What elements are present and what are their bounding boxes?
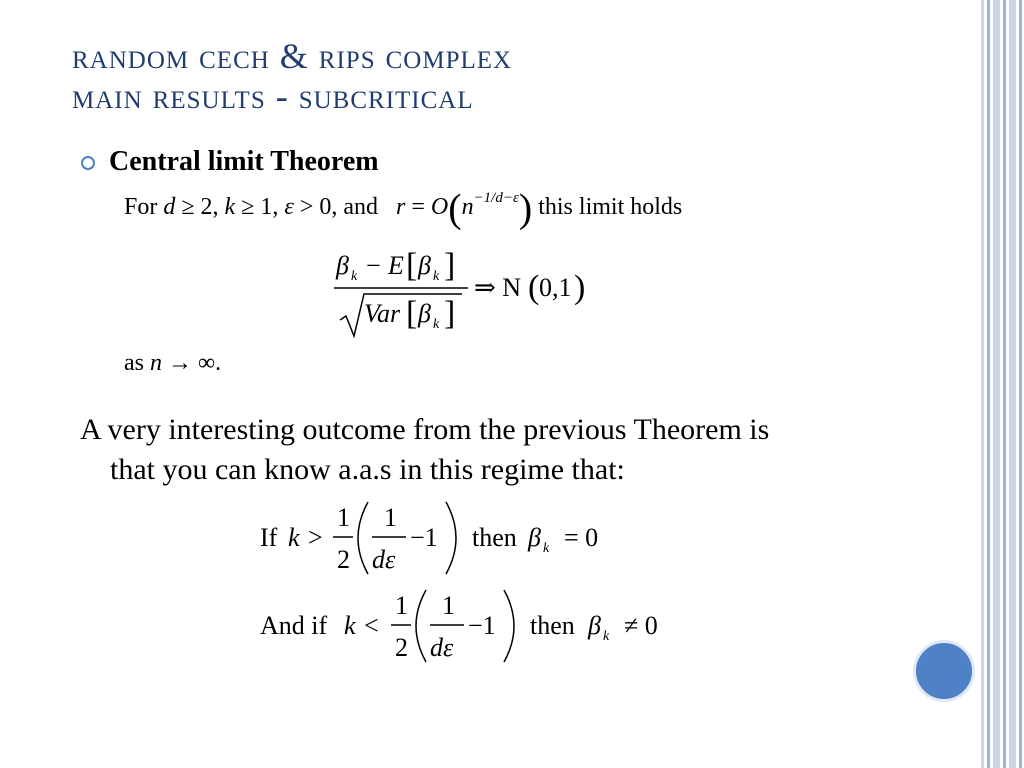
paragraph-line-1: A very interesting outcome from the previous Theorem is bbox=[80, 413, 770, 446]
rule2-half-den: 2 bbox=[395, 633, 408, 662]
right-paren-N: ) bbox=[574, 269, 586, 306]
rule1-inner-den: dε bbox=[372, 545, 396, 574]
right-bracket-2: ] bbox=[444, 295, 456, 332]
rule2-half-num: 1 bbox=[395, 591, 408, 620]
n-variable: n bbox=[461, 194, 474, 220]
left-bracket-1: [ bbox=[406, 247, 418, 284]
rule1-right-paren-icon bbox=[446, 502, 456, 574]
eps-variable: ε bbox=[284, 194, 294, 220]
rule2-then: then bbox=[530, 611, 575, 640]
right-bracket-1: ] bbox=[444, 247, 456, 284]
rule1-beta: β bbox=[528, 523, 541, 552]
rule1-half-num: 1 bbox=[337, 503, 350, 532]
rule1-left-paren-icon bbox=[358, 502, 368, 574]
rule-if-less bbox=[258, 586, 678, 670]
rule1-k: k bbox=[288, 523, 300, 552]
exponent: −1/d−ε bbox=[473, 190, 519, 206]
rule2-inner-den: dε bbox=[430, 633, 454, 662]
n-variable-2: n bbox=[150, 350, 162, 376]
rule1-beta-sub: k bbox=[543, 541, 550, 556]
decorative-circle bbox=[913, 640, 975, 702]
rule1-half-den: 2 bbox=[337, 545, 350, 574]
rule1-prefix: If bbox=[260, 523, 278, 552]
rule2-k: k bbox=[344, 611, 356, 640]
rule2-beta: β bbox=[588, 611, 601, 640]
rule1-then: then bbox=[472, 523, 517, 552]
left-paren-N: ( bbox=[528, 269, 540, 306]
rule-if-greater bbox=[258, 498, 638, 582]
rule2-conclusion: ≠ 0 bbox=[624, 611, 658, 640]
rule1-conclusion: = 0 bbox=[564, 523, 599, 552]
rule2-beta-sub: k bbox=[603, 629, 610, 644]
condition-tail: this limit holds bbox=[532, 194, 683, 220]
big-o: O bbox=[430, 194, 449, 220]
normal-params: 0,1 bbox=[539, 273, 572, 302]
bullet-heading: Central limit Theorem bbox=[109, 146, 379, 177]
outcome-paragraph bbox=[80, 410, 900, 490]
tends-to-infinity: → ∞. bbox=[162, 350, 222, 376]
right-paren-icon: ) bbox=[518, 185, 533, 231]
k-subscript-2: k bbox=[433, 269, 440, 284]
rule2-left-paren-icon bbox=[416, 590, 426, 662]
left-bracket-2: [ bbox=[406, 295, 418, 332]
left-paren-icon: ( bbox=[448, 185, 462, 231]
rule2-prefix: And if bbox=[260, 611, 328, 640]
as-n-line bbox=[124, 350, 221, 377]
rule1-inner-num: 1 bbox=[384, 503, 397, 532]
beta-inner-1: β bbox=[418, 251, 431, 280]
beta-numerator: β bbox=[336, 251, 349, 280]
for-label: For bbox=[124, 194, 158, 220]
var-label: Var bbox=[364, 299, 401, 328]
implies-arrow: ⇒ N bbox=[474, 273, 522, 302]
k-variable: k bbox=[224, 194, 236, 220]
bullet-icon bbox=[81, 156, 95, 170]
k-condition: ≥ 1, bbox=[235, 194, 285, 220]
d-condition: ≥ 2, bbox=[175, 194, 225, 220]
paragraph-line-2: that you can know a.a.s in this regime that: bbox=[110, 453, 625, 486]
slide-title bbox=[72, 36, 512, 116]
limit-formula bbox=[330, 240, 630, 340]
expectation-E: E bbox=[388, 251, 404, 280]
title-line-1: random cech & rips complex bbox=[72, 36, 513, 76]
k-subscript-1: k bbox=[351, 269, 358, 284]
as-label: as bbox=[124, 350, 150, 376]
k-subscript-3: k bbox=[433, 317, 440, 332]
minus-sign: − bbox=[366, 251, 381, 280]
rule2-relation: < bbox=[364, 611, 379, 640]
beta-denominator: β bbox=[418, 299, 431, 328]
rule2-minus-one: −1 bbox=[468, 611, 496, 640]
r-variable: r bbox=[396, 194, 406, 220]
rule1-minus-one: −1 bbox=[410, 523, 438, 552]
rule2-inner-num: 1 bbox=[442, 591, 455, 620]
eps-condition: > 0, and bbox=[293, 194, 384, 220]
rule2-right-paren-icon bbox=[504, 590, 514, 662]
rule1-relation: > bbox=[308, 523, 323, 552]
d-variable: d bbox=[163, 194, 176, 220]
title-line-2: main results - subcritical bbox=[72, 76, 474, 116]
condition-line bbox=[124, 185, 683, 231]
equals-sign: = bbox=[405, 194, 431, 220]
